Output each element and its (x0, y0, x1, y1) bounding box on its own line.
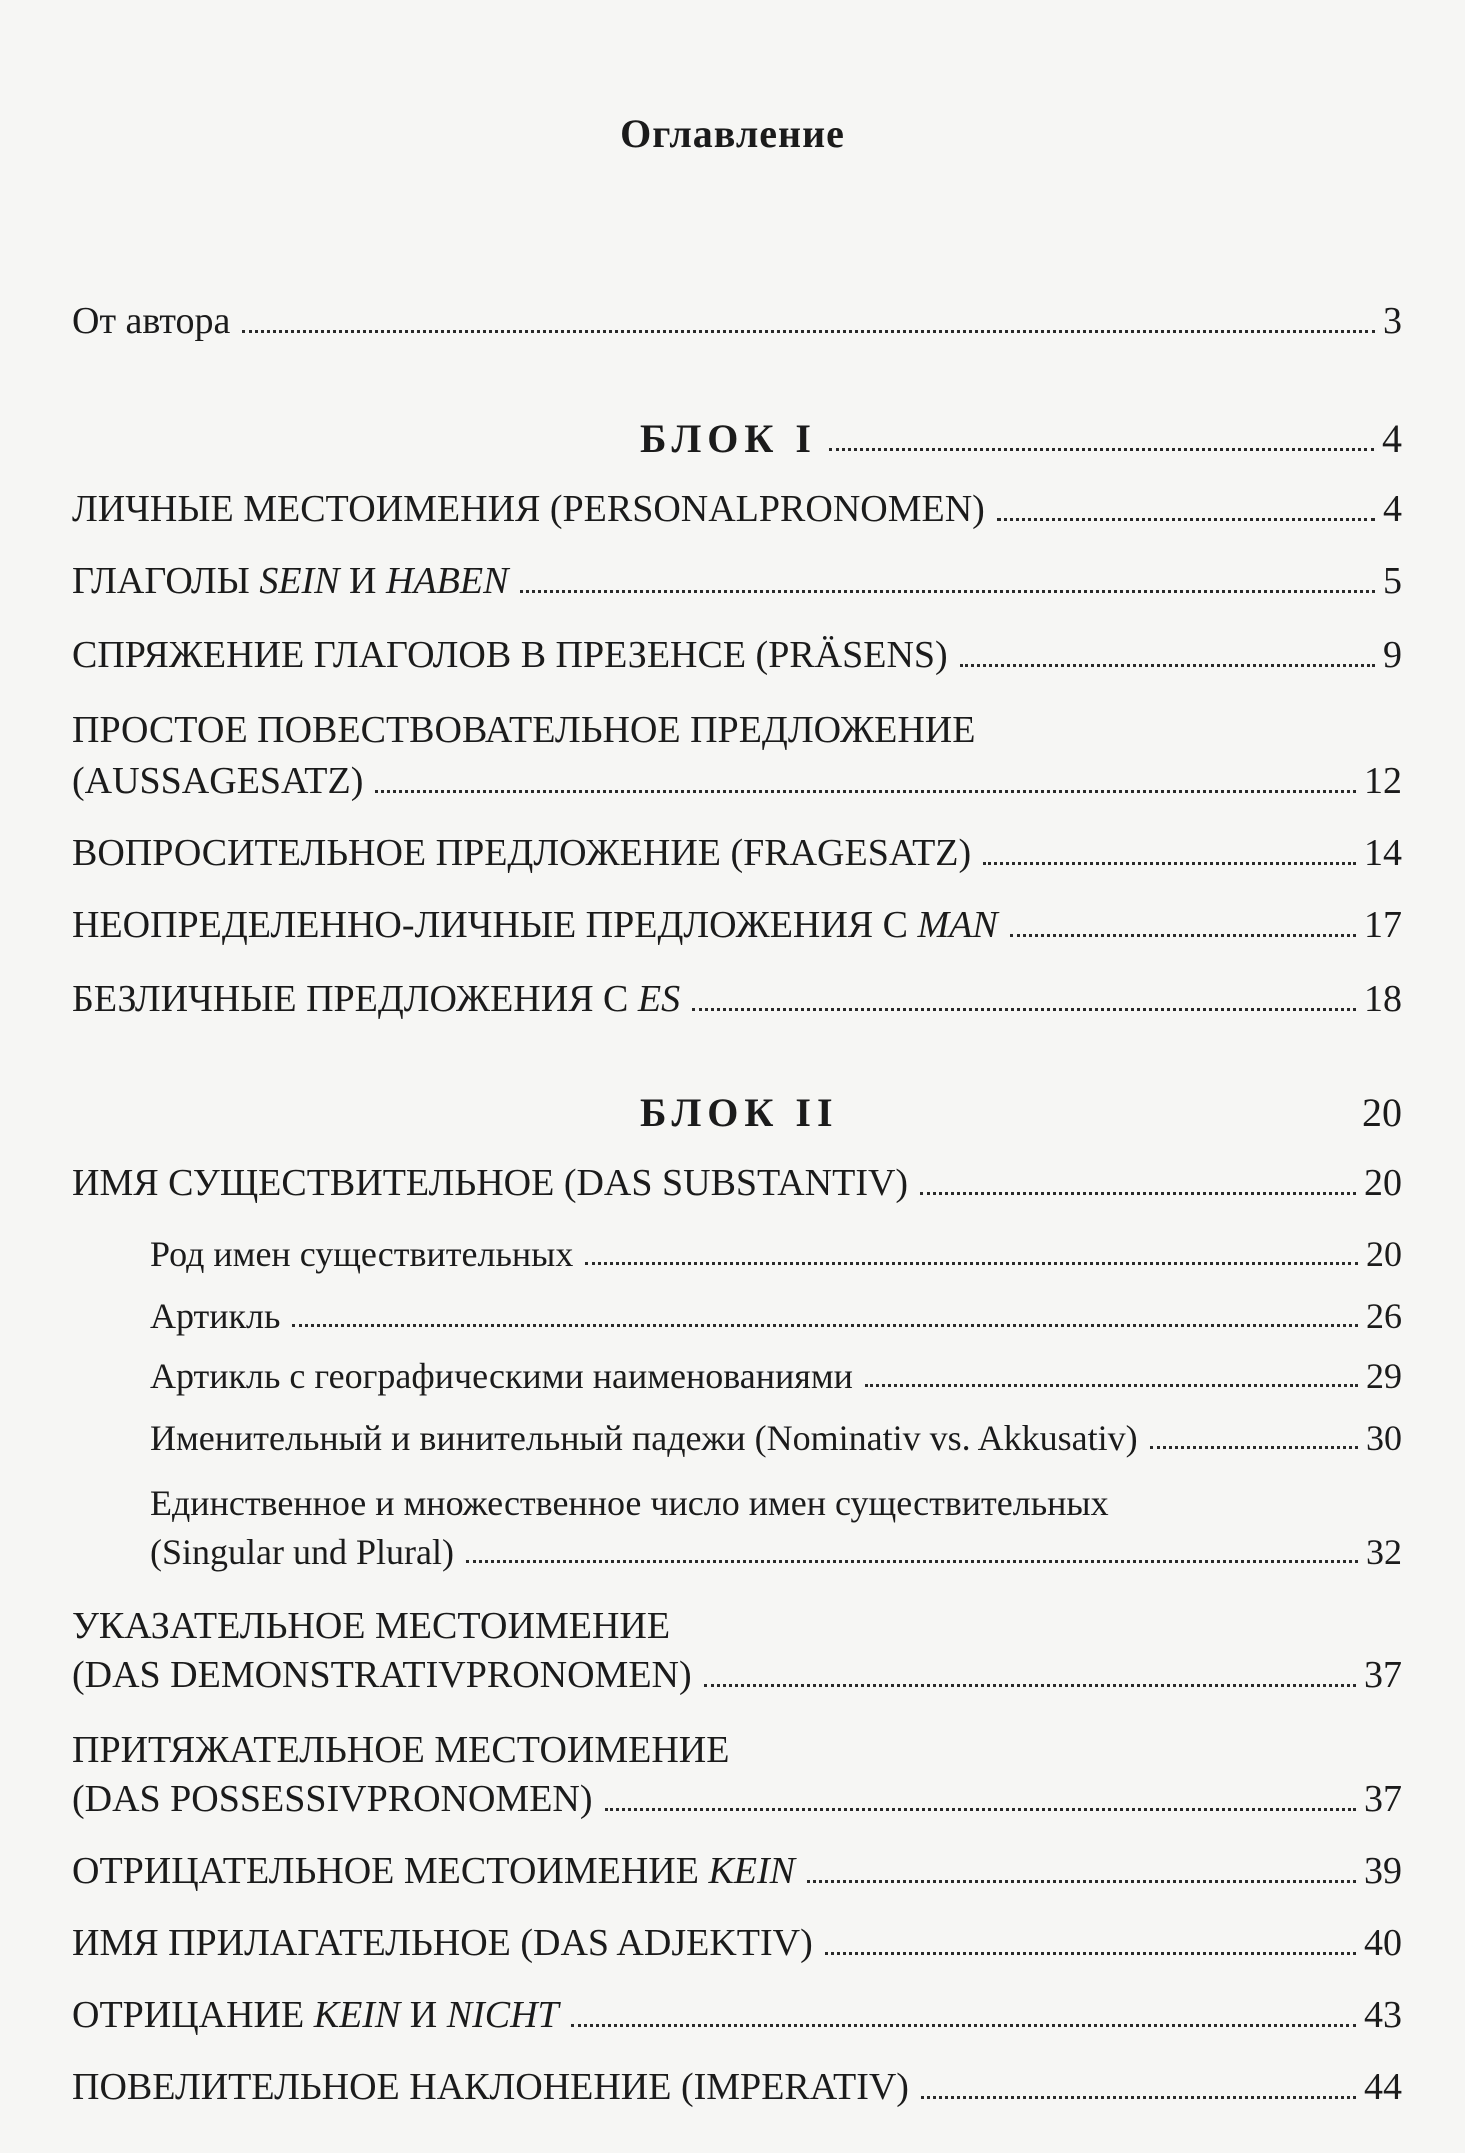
toc-entry-text: Артикль с географическими наименованиями (150, 1356, 853, 1396)
dot-leader (605, 1808, 1357, 1811)
text-part: БЕЗЛИЧНЫЕ ПРЕДЛОЖЕНИЯ С (72, 978, 638, 1020)
toc-page-number: 20 (1366, 1234, 1402, 1274)
dot-leader (692, 1008, 1356, 1011)
dot-leader (960, 664, 1375, 667)
dot-leader (1150, 1446, 1358, 1449)
toc-entry-text (72, 562, 508, 602)
toc-entry-text: СПРЯЖЕНИЕ ГЛАГОЛОВ В ПРЕЗЕНСЕ (PRÄSENS) (72, 634, 948, 676)
dot-leader (585, 1262, 1358, 1265)
toc-entry-text: Артикль (150, 1296, 281, 1336)
toc-entry-text: От автора (72, 300, 231, 342)
toc-entry-author-note (72, 302, 1402, 342)
toc-entry (72, 490, 1402, 530)
toc-page-number: 3 (1383, 300, 1402, 342)
toc-entry-text: Род имен существительных (150, 1234, 574, 1274)
toc-page-number: 17 (1364, 904, 1402, 946)
dot-leader (807, 1880, 1356, 1883)
text-part: ГЛАГОЛЫ (72, 560, 260, 602)
toc-page-number: 12 (1364, 760, 1402, 802)
toc-entry-first-line: УКАЗАТЕЛЬНОЕ МЕСТОИМЕНИЕ (72, 1605, 671, 1647)
toc-entry (72, 834, 1402, 874)
toc-entry-text: (AUSSAGESATZ) (72, 760, 364, 802)
page-title: Оглавление (620, 111, 845, 156)
text-part: И (400, 1994, 447, 2036)
toc-subentry-first-line: Единственное и множественное число имен существительных (150, 1483, 1109, 1523)
toc-page-number: 37 (1364, 1654, 1402, 1696)
dot-leader (983, 862, 1356, 865)
text-part: И (339, 560, 386, 602)
italic-term: KEIN (313, 1994, 401, 2036)
toc-page-number: 20 (1362, 1090, 1402, 1135)
toc-entry (72, 980, 1402, 1020)
toc-entry-text: (DAS POSSESSIVPRONOMEN) (72, 1778, 593, 1820)
toc-block-text: БЛОК II (640, 1090, 839, 1135)
toc-block-heading-2 (640, 1092, 1402, 1134)
dot-leader (825, 1952, 1356, 1955)
toc-entry (72, 1924, 1402, 1964)
toc-page-number: 4 (1382, 416, 1402, 461)
dot-leader (1010, 934, 1356, 937)
dot-leader (851, 1122, 1354, 1125)
toc-block-heading-1 (640, 418, 1402, 460)
dot-leader (375, 790, 1356, 793)
toc-entry-text: Именительный и винительный падежи (Nominativ vs. Akkusativ) (150, 1418, 1138, 1458)
dot-leader (292, 1324, 1358, 1327)
toc-subentry (150, 1534, 1402, 1572)
toc-page-number: 18 (1364, 978, 1402, 1020)
italic-term: NICHT (446, 1994, 559, 2036)
toc-subentry (150, 1358, 1402, 1396)
toc-entry-text: ЛИЧНЫЕ МЕСТОИМЕНИЯ (PERSONALPRONOMEN) (72, 488, 985, 530)
toc-block-text: БЛОК I (640, 416, 817, 461)
toc-entry (72, 1996, 1402, 2036)
toc-entry (72, 906, 1402, 946)
toc-entry-text: (DAS DEMONSTRATIVPRONOMEN) (72, 1654, 692, 1696)
toc-page-number: 4 (1383, 488, 1402, 530)
toc-entry-text (72, 1996, 559, 2036)
dot-leader (466, 1560, 1358, 1563)
toc-page-number: 44 (1364, 2066, 1402, 2108)
toc-page-number: 40 (1364, 1922, 1402, 1964)
text-part: ОТРИЦАТЕЛЬНОЕ МЕСТОИМЕНИЕ (72, 1850, 709, 1892)
toc-entry (72, 1780, 1402, 1820)
toc-page-number: 37 (1364, 1778, 1402, 1820)
text-part: НЕОПРЕДЕЛЕННО-ЛИЧНЫЕ ПРЕДЛОЖЕНИЯ С (72, 904, 918, 946)
toc-page-number: 30 (1366, 1418, 1402, 1458)
toc-subentry (150, 1236, 1402, 1274)
toc-page-number: 39 (1364, 1850, 1402, 1892)
dot-leader (571, 2024, 1356, 2027)
toc-entry (72, 562, 1402, 602)
dot-leader (997, 518, 1375, 521)
italic-term: KEIN (708, 1850, 795, 1892)
dot-leader (921, 2096, 1356, 2099)
toc-entry-text (72, 1852, 795, 1892)
toc-page-number: 5 (1383, 560, 1402, 602)
toc-entry (72, 636, 1402, 676)
italic-term: SEIN (259, 560, 340, 602)
dot-leader (829, 448, 1374, 451)
toc-page-number: 43 (1364, 1994, 1402, 2036)
toc-entry (72, 1656, 1402, 1696)
toc-entry-text: ИМЯ СУЩЕСТВИТЕЛЬНОЕ (DAS SUBSTANTIV) (72, 1162, 909, 1204)
toc-entry-text: ВОПРОСИТЕЛЬНОЕ ПРЕДЛОЖЕНИЕ (FRAGESATZ) (72, 832, 972, 874)
toc-entry (72, 1164, 1402, 1204)
text-part: ОТРИЦАНИЕ (72, 1994, 314, 2036)
dot-leader (920, 1192, 1356, 1195)
italic-term: ES (637, 978, 681, 1020)
toc-page-number: 26 (1366, 1296, 1402, 1336)
toc-page-number: 32 (1366, 1532, 1402, 1572)
italic-term: MAN (917, 904, 998, 946)
toc-entry-text: (Singular und Plural) (150, 1532, 454, 1572)
dot-leader (520, 590, 1375, 593)
toc-entry (72, 2068, 1402, 2108)
toc-entry-text (72, 906, 998, 946)
dot-leader (865, 1384, 1358, 1387)
toc-page-number: 20 (1364, 1162, 1402, 1204)
toc-entry-text: ПОВЕЛИТЕЛЬНОЕ НАКЛОНЕНИЕ (IMPERATIV) (72, 2066, 909, 2108)
toc-entry-first-line: ПРОСТОЕ ПОВЕСТВОВАТЕЛЬНОЕ ПРЕДЛОЖЕНИЕ (72, 709, 976, 751)
toc-subentry (150, 1298, 1402, 1336)
toc-entry-first-line: ПРИТЯЖАТЕЛЬНОЕ МЕСТОИМЕНИЕ (72, 1729, 730, 1771)
dot-leader (704, 1684, 1356, 1687)
toc-page-number: 9 (1383, 634, 1402, 676)
dot-leader (242, 330, 1375, 333)
toc-entry (72, 1852, 1402, 1892)
italic-term: HABEN (385, 560, 509, 602)
toc-subentry (150, 1420, 1402, 1458)
toc-entry-text (72, 980, 680, 1020)
toc-page-number: 29 (1366, 1356, 1402, 1396)
toc-page-number: 14 (1364, 832, 1402, 874)
toc-entry (72, 762, 1402, 802)
toc-entry-text: ИМЯ ПРИЛАГАТЕЛЬНОЕ (DAS ADJEKTIV) (72, 1922, 813, 1964)
